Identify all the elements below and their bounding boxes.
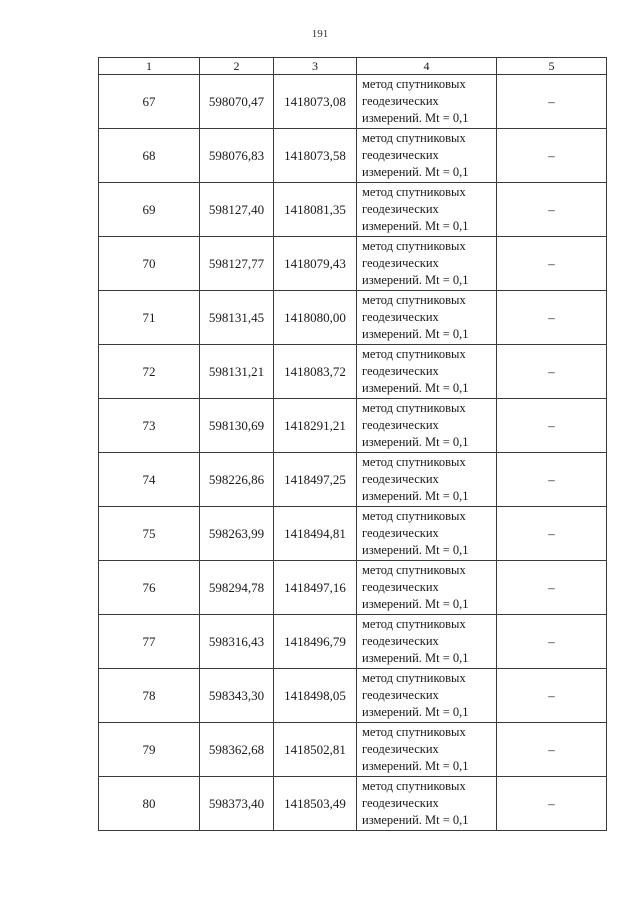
method-line: измерений. Mt = 0,1 (362, 327, 469, 341)
note-cell: – (497, 453, 607, 507)
method-cell (357, 669, 497, 723)
y-coordinate-cell: 1418083,72 (274, 345, 357, 399)
method-line: метод спутниковых (362, 455, 466, 469)
table-row (99, 507, 607, 561)
y-coordinate-cell: 1418494,81 (274, 507, 357, 561)
method-cell (357, 507, 497, 561)
method-line: измерений. Mt = 0,1 (362, 759, 469, 773)
method-line: измерений. Mt = 0,1 (362, 435, 469, 449)
method-cell (357, 237, 497, 291)
table-row (99, 561, 607, 615)
x-coordinate-cell: 598343,30 (200, 669, 274, 723)
table-row (99, 183, 607, 237)
method-line: метод спутниковых (362, 509, 466, 523)
method-line: метод спутниковых (362, 779, 466, 793)
table-row (99, 669, 607, 723)
x-coordinate-cell: 598130,69 (200, 399, 274, 453)
note-cell: – (497, 399, 607, 453)
y-coordinate-cell: 1418497,25 (274, 453, 357, 507)
point-number-cell: 68 (99, 129, 200, 183)
point-number-cell: 71 (99, 291, 200, 345)
method-cell (357, 723, 497, 777)
x-coordinate-cell: 598373,40 (200, 777, 274, 831)
table-row (99, 615, 607, 669)
method-line: метод спутниковых (362, 77, 466, 91)
method-line: геодезических (362, 688, 439, 702)
note-cell: – (497, 345, 607, 399)
method-line: метод спутниковых (362, 131, 466, 145)
point-number-cell: 80 (99, 777, 200, 831)
point-number-cell: 76 (99, 561, 200, 615)
method-cell (357, 777, 497, 831)
method-line: метод спутниковых (362, 239, 466, 253)
method-line: геодезических (362, 472, 439, 486)
note-cell: – (497, 561, 607, 615)
point-number-cell: 79 (99, 723, 200, 777)
table-row (99, 291, 607, 345)
table-header (99, 58, 607, 75)
method-cell (357, 453, 497, 507)
y-coordinate-cell: 1418502,81 (274, 723, 357, 777)
header-row (99, 58, 607, 75)
method-line: метод спутниковых (362, 293, 466, 307)
point-number-cell: 70 (99, 237, 200, 291)
header-col-1: 1 (99, 58, 200, 75)
y-coordinate-cell: 1418080,00 (274, 291, 357, 345)
x-coordinate-cell: 598294,78 (200, 561, 274, 615)
table-row (99, 237, 607, 291)
x-coordinate-cell: 598316,43 (200, 615, 274, 669)
method-line: измерений. Mt = 0,1 (362, 489, 469, 503)
method-line: геодезических (362, 526, 439, 540)
table-row (99, 399, 607, 453)
method-line: метод спутниковых (362, 185, 466, 199)
method-line: геодезических (362, 310, 439, 324)
table-row (99, 453, 607, 507)
method-line: геодезических (362, 256, 439, 270)
x-coordinate-cell: 598127,77 (200, 237, 274, 291)
header-col-4: 4 (357, 58, 497, 75)
y-coordinate-cell: 1418503,49 (274, 777, 357, 831)
note-cell: – (497, 723, 607, 777)
method-cell (357, 291, 497, 345)
y-coordinate-cell: 1418291,21 (274, 399, 357, 453)
method-line: измерений. Mt = 0,1 (362, 165, 469, 179)
point-number-cell: 72 (99, 345, 200, 399)
table-row (99, 777, 607, 831)
note-cell: – (497, 75, 607, 129)
x-coordinate-cell: 598127,40 (200, 183, 274, 237)
x-coordinate-cell: 598076,83 (200, 129, 274, 183)
method-cell (357, 615, 497, 669)
x-coordinate-cell: 598226,86 (200, 453, 274, 507)
page-number: 191 (311, 28, 329, 40)
method-cell (357, 183, 497, 237)
y-coordinate-cell: 1418497,16 (274, 561, 357, 615)
method-line: метод спутниковых (362, 617, 466, 631)
point-number-cell: 67 (99, 75, 200, 129)
method-line: измерений. Mt = 0,1 (362, 651, 469, 665)
method-line: измерений. Mt = 0,1 (362, 705, 469, 719)
table-body (99, 75, 607, 831)
table-row (99, 75, 607, 129)
method-line: метод спутниковых (362, 563, 466, 577)
method-cell (357, 561, 497, 615)
coordinates-table (98, 57, 607, 831)
method-line: геодезических (362, 202, 439, 216)
point-number-cell: 77 (99, 615, 200, 669)
method-line: метод спутниковых (362, 401, 466, 415)
table-row (99, 129, 607, 183)
method-line: измерений. Mt = 0,1 (362, 597, 469, 611)
note-cell: – (497, 777, 607, 831)
y-coordinate-cell: 1418073,08 (274, 75, 357, 129)
note-cell: – (497, 129, 607, 183)
point-number-cell: 73 (99, 399, 200, 453)
point-number-cell: 74 (99, 453, 200, 507)
y-coordinate-cell: 1418081,35 (274, 183, 357, 237)
point-number-cell: 69 (99, 183, 200, 237)
method-cell (357, 399, 497, 453)
method-line: метод спутниковых (362, 347, 466, 361)
method-line: метод спутниковых (362, 725, 466, 739)
x-coordinate-cell: 598131,21 (200, 345, 274, 399)
note-cell: – (497, 183, 607, 237)
method-line: геодезических (362, 796, 439, 810)
method-line: измерений. Mt = 0,1 (362, 273, 469, 287)
method-cell (357, 129, 497, 183)
method-line: измерений. Mt = 0,1 (362, 111, 469, 125)
method-line: геодезических (362, 148, 439, 162)
x-coordinate-cell: 598362,68 (200, 723, 274, 777)
method-line: метод спутниковых (362, 671, 466, 685)
method-cell (357, 345, 497, 399)
point-number-cell: 78 (99, 669, 200, 723)
method-line: измерений. Mt = 0,1 (362, 381, 469, 395)
note-cell: – (497, 669, 607, 723)
x-coordinate-cell: 598070,47 (200, 75, 274, 129)
note-cell: – (497, 237, 607, 291)
method-line: геодезических (362, 742, 439, 756)
table-row (99, 723, 607, 777)
method-line: геодезических (362, 580, 439, 594)
method-line: геодезических (362, 94, 439, 108)
method-line: геодезических (362, 418, 439, 432)
y-coordinate-cell: 1418498,05 (274, 669, 357, 723)
method-line: измерений. Mt = 0,1 (362, 219, 469, 233)
table-row (99, 345, 607, 399)
note-cell: – (497, 507, 607, 561)
method-line: геодезических (362, 634, 439, 648)
x-coordinate-cell: 598131,45 (200, 291, 274, 345)
method-line: измерений. Mt = 0,1 (362, 813, 469, 827)
y-coordinate-cell: 1418073,58 (274, 129, 357, 183)
point-number-cell: 75 (99, 507, 200, 561)
note-cell: – (497, 615, 607, 669)
header-col-5: 5 (497, 58, 607, 75)
note-cell: – (497, 291, 607, 345)
y-coordinate-cell: 1418496,79 (274, 615, 357, 669)
x-coordinate-cell: 598263,99 (200, 507, 274, 561)
method-line: геодезических (362, 364, 439, 378)
y-coordinate-cell: 1418079,43 (274, 237, 357, 291)
header-col-2: 2 (200, 58, 274, 75)
method-cell (357, 75, 497, 129)
method-line: измерений. Mt = 0,1 (362, 543, 469, 557)
header-col-3: 3 (274, 58, 357, 75)
